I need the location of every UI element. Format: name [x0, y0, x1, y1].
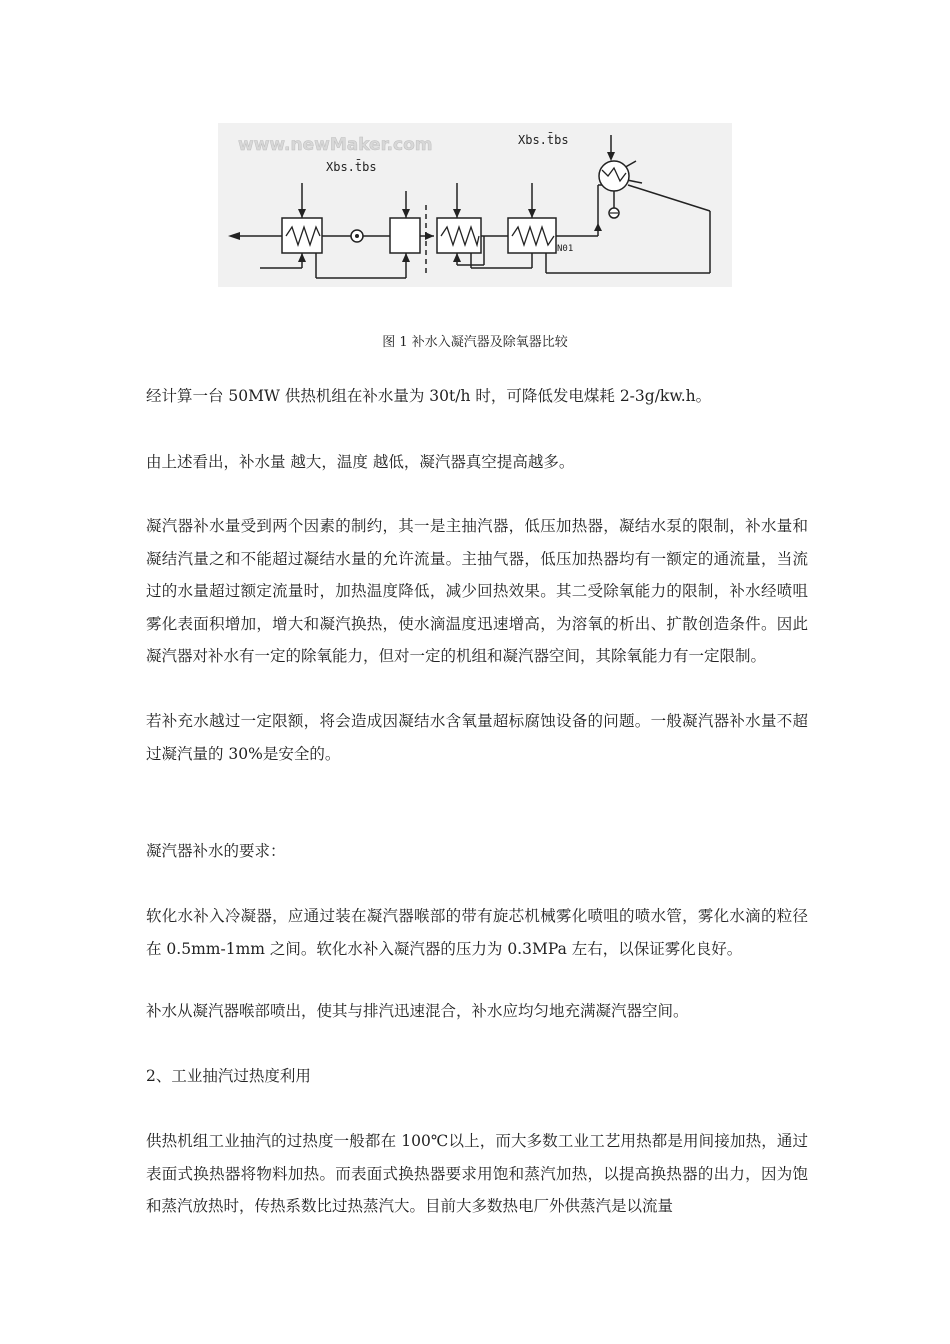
label-xbs-tbs-right: Xbs.t̄bs	[518, 133, 569, 147]
condenser-symbol	[599, 161, 629, 208]
section-heading-superheat: 2、工业抽汽过热度利用	[146, 1067, 311, 1085]
paragraph-conclusion: 由上述看出，补水量 越大，温度 越低，凝汽器真空提高越多。	[146, 453, 575, 471]
paragraph-softened-water: 软化水补入冷凝器，应通过装在凝汽器喉部的带有旋芯机械雾化喷咀的喷水管，雾化水滴的粒径在 0.5mm-1mm 之间。软化水补入凝汽器的压力为 0.3MPa 左右，以保证雾化良好。	[146, 907, 808, 958]
heater-2	[437, 218, 481, 253]
paragraph-constraints: 凝汽器补水量受到两个因素的制约，其一是主抽汽器，低压加热器，凝结水泵的限制，补水量和凝结汽量之和不能超过凝结水量的允许流量。主抽气器，低压加热器均有一额定的通流量，当流过的水量超过额定流量时，加热温度降低，减少回热效果。其二受除氧能力的限制，补水经喷咀雾化表面积增加，增大和凝汽换热，使水滴温度迅速增高，为溶氧的析出、扩散创造条件。因此凝汽器对补水有一定的除氧能力，但对一定的机组和凝汽器空间，其除氧能力有一定限制。	[146, 517, 808, 665]
pump-symbol	[351, 230, 363, 242]
diagram-svg	[218, 123, 732, 287]
paragraph-requirements-heading: 凝汽器补水的要求：	[146, 842, 286, 860]
label-xbs-tbs-left: Xbs.t̄bs	[326, 160, 377, 174]
process-diagram	[218, 123, 732, 287]
figure-caption: 图 1 补水入凝汽器及除氧器比较	[382, 335, 568, 350]
paragraph-limit: 若补充水越过一定限额，将会造成因凝结水含氧量超标腐蚀设备的问题。一般凝汽器补水量不超过凝汽量的 30%是安全的。	[146, 712, 808, 763]
deaerator-box	[390, 218, 420, 253]
heater-1	[282, 218, 322, 253]
paragraph-spray: 补水从凝汽器喉部喷出，使其与排汽迅速混合，补水应均匀地充满凝汽器空间。	[146, 1002, 689, 1020]
watermark: www.newMaker.com	[238, 135, 433, 155]
heater-3	[508, 218, 556, 253]
pipe-lines	[232, 135, 710, 278]
paragraph-superheat: 供热机组工业抽汽的过热度一般都在 100℃以上，而大多数工业工艺用热都是用间接加热，通过表面式换热器将物料加热。而表面式换热器要求用饱和蒸汽加热，以提高换热器的出力，因为饱和蒸汽放热时，传热系数比过热蒸汽大。目前大多数热电厂外供蒸汽是以流量	[146, 1132, 808, 1215]
paragraph-coal-saving: 经计算一台 50MW 供热机组在补水量为 30t/h 时，可降低发电煤耗 2-3g/kw.h。	[146, 387, 712, 405]
condensate-pump-symbol	[609, 208, 619, 218]
label-n01: N01	[557, 244, 574, 254]
